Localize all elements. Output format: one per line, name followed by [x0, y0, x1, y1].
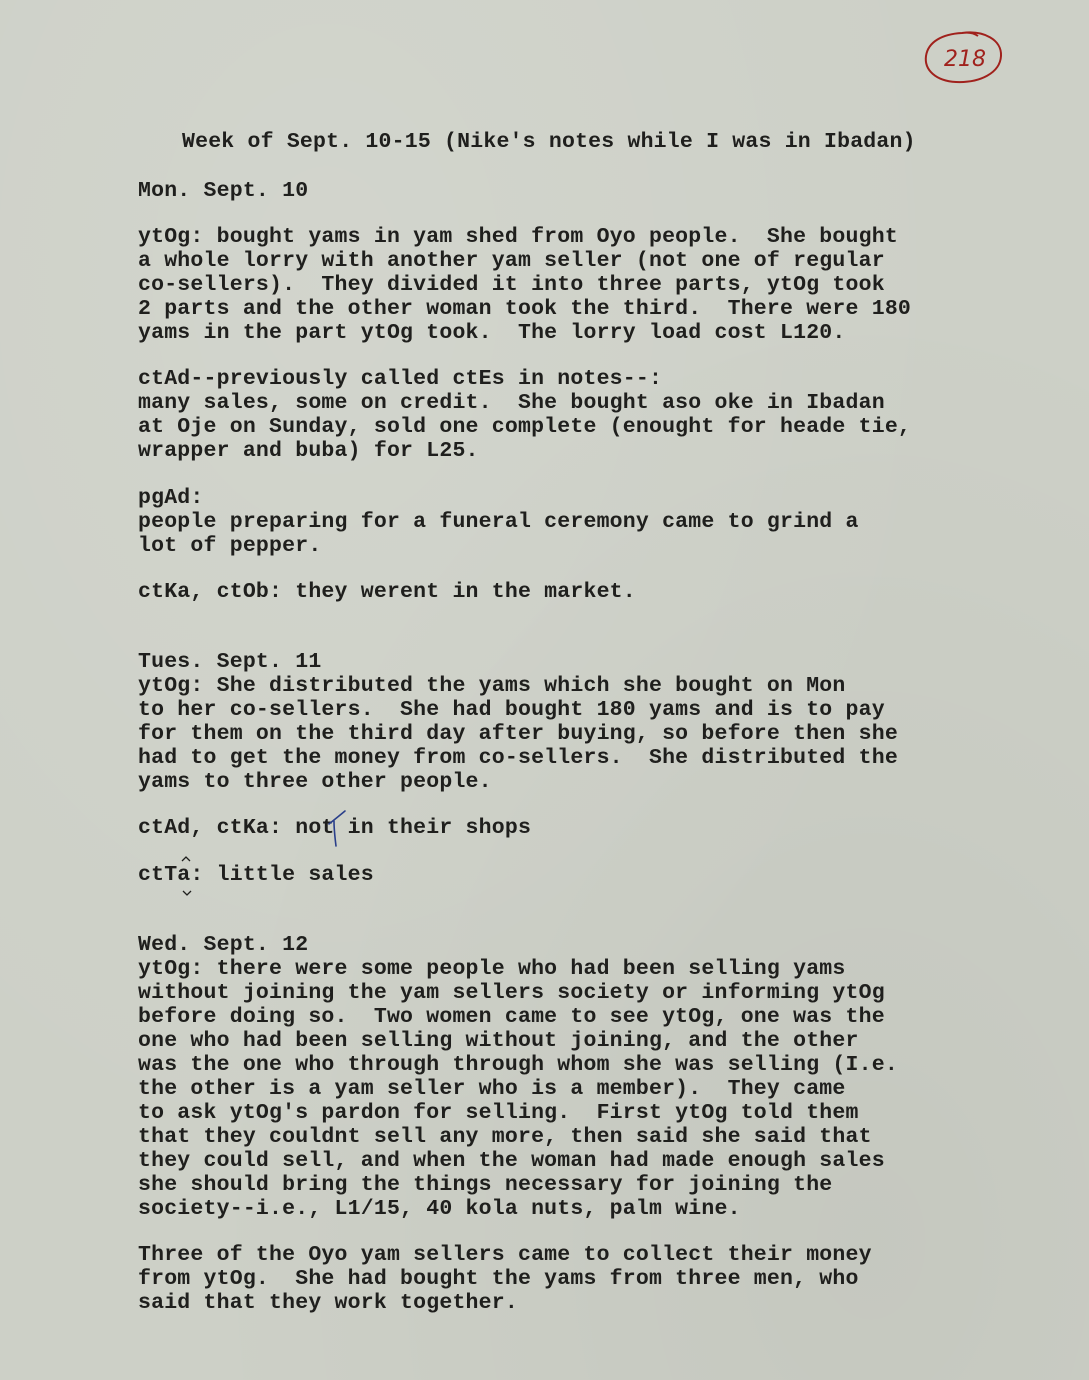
note-line: ctAd--previously called ctEs in notes--:	[138, 367, 663, 391]
note-line: said that they work together.	[138, 1291, 518, 1315]
note-line: had to get the money from co-sellers. She distributed the	[138, 746, 898, 770]
note-line: the other is a yam seller who is a member). They came	[138, 1077, 846, 1101]
note-line: pgAd:	[138, 486, 204, 510]
page-number-text: 218	[944, 47, 986, 72]
note-line: a whole lorry with another yam seller (not one of regular	[138, 249, 885, 273]
note-line: yams to three other people.	[138, 770, 492, 794]
note-line: to ask ytOg's pardon for selling. First ytOg told them	[138, 1101, 859, 1125]
note-line: ytOg: bought yams in yam shed from Oyo people. She bought	[138, 225, 898, 249]
page-number-annotation	[922, 28, 1004, 86]
note-line: society--i.e., L1/15, 40 kola nuts, palm wine.	[138, 1197, 741, 1221]
note-line: ctTa: little sales	[138, 863, 374, 887]
day-heading-tuesday: Tues. Sept. 11	[138, 650, 322, 674]
note-line: from ytOg. She had bought the yams from three men, who	[138, 1267, 859, 1291]
note-line: one who had been selling without joining, and the other	[138, 1029, 859, 1053]
day-heading-wednesday: Wed. Sept. 12	[138, 933, 309, 957]
note-line: for them on the third day after buying, so before then she	[138, 722, 898, 746]
page-number-circle	[922, 28, 1004, 86]
page-title: Week of Sept. 10-15 (Nike's notes while I was in Ibadan)	[182, 130, 916, 154]
note-line: many sales, some on credit. She bought aso oke in Ibadan	[138, 391, 885, 415]
note-line: ctKa, ctOb: they werent in the market.	[138, 580, 636, 604]
note-line: before doing so. Two women came to see ytOg, one was the	[138, 1005, 885, 1029]
note-line: at Oje on Sunday, sold one complete (enought for heade tie,	[138, 415, 912, 439]
day-heading-monday: Mon. Sept. 10	[138, 179, 309, 203]
note-line: to her co-sellers. She had bought 180 yams and is to pay	[138, 698, 885, 722]
note-line: Three of the Oyo yam sellers came to collect their money	[138, 1243, 872, 1267]
note-line: co-sellers). They divided it into three parts, ytOg took	[138, 273, 885, 297]
note-line: they could sell, and when the woman had made enough sales	[138, 1149, 885, 1173]
note-line: 2 parts and the other woman took the third. There were 180	[138, 297, 912, 321]
note-line: yams in the part ytOg took. The lorry load cost L120.	[138, 321, 846, 345]
note-line: she should bring the things necessary for joining the	[138, 1173, 833, 1197]
note-line: without joining the yam sellers society or informing ytOg	[138, 981, 885, 1005]
note-line: people preparing for a funeral ceremony came to grind a	[138, 510, 859, 534]
note-line: lot of pepper.	[138, 534, 322, 558]
note-line: ctAd, ctKa: not in their shops	[138, 816, 532, 840]
note-line: ytOg: She distributed the yams which she bought on Mon	[138, 674, 846, 698]
note-line: was the one who through through whom she was selling (I.e.	[138, 1053, 898, 1077]
note-line: that they couldnt sell any more, then said she said that	[138, 1125, 872, 1149]
note-line: ytOg: there were some people who had been selling yams	[138, 957, 846, 981]
note-line: wrapper and buba) for L25.	[138, 439, 479, 463]
